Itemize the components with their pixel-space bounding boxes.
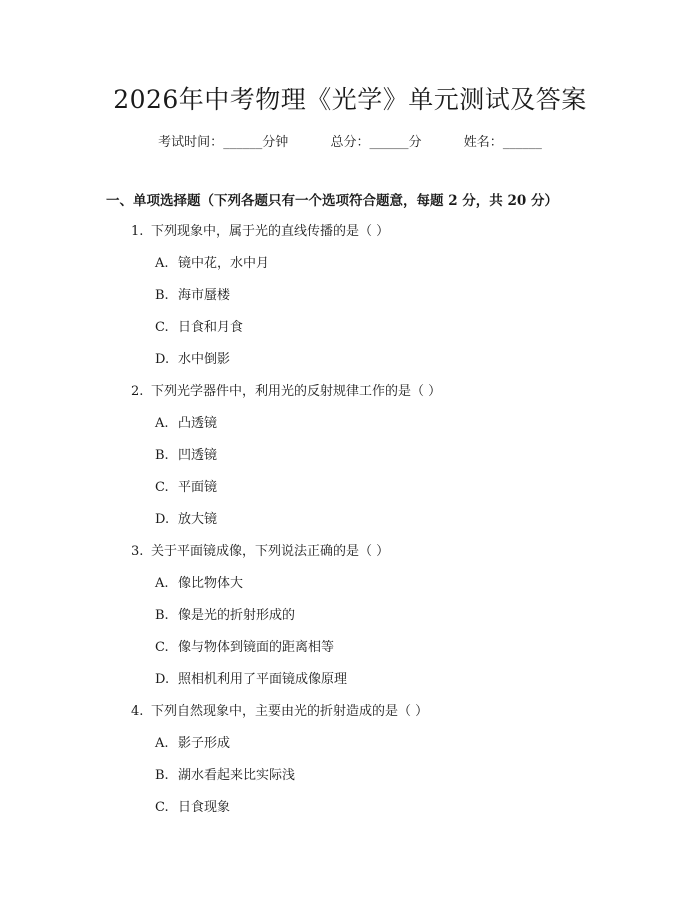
question-stem: [131, 381, 700, 413]
option-text: 影子形成: [178, 736, 231, 751]
exam-time-label: 考试时间：: [158, 135, 224, 150]
page-title: 2026年中考物理《光学》单元测试及答案: [113, 85, 587, 114]
option-item: [155, 669, 700, 701]
option-item: [155, 285, 700, 317]
option-letter: A.: [155, 416, 169, 431]
question-text: 关于平面镜成像，下列说法正确的是（ ）: [151, 544, 390, 559]
option-item: [155, 477, 700, 509]
question-block: [0, 381, 700, 541]
option-text: 湖水看起来比实际浅: [178, 768, 296, 783]
option-text: 凹透镜: [178, 448, 218, 463]
option-text: 像是光的折射形成的: [178, 608, 296, 623]
option-text: 凸透镜: [178, 416, 218, 431]
option-text: 像比物体大: [178, 576, 244, 591]
exam-info-line: [0, 131, 700, 150]
option-letter: C.: [155, 480, 169, 495]
student-name-label: 姓名：: [463, 135, 503, 150]
option-text: 日食现象: [178, 800, 231, 815]
option-letter: B.: [155, 608, 169, 623]
total-score-unit: 分: [408, 135, 422, 150]
student-name-blank: ______: [502, 135, 542, 150]
option-item: [155, 605, 700, 637]
option-item: [155, 637, 700, 669]
option-item: [155, 413, 700, 445]
option-letter: D.: [155, 512, 170, 527]
option-text: 海市蜃楼: [178, 288, 231, 303]
question-number: 4.: [131, 704, 144, 719]
option-letter: D.: [155, 672, 170, 687]
option-letter: A.: [155, 256, 169, 271]
option-letter: B.: [155, 288, 169, 303]
option-item: [155, 445, 700, 477]
option-item: [155, 509, 700, 541]
option-letter: B.: [155, 448, 169, 463]
option-letter: B.: [155, 768, 169, 783]
exam-time-blank: ______: [223, 135, 263, 150]
question-number: 1.: [131, 224, 144, 239]
question-block: [0, 221, 700, 381]
question-text: 下列光学器件中，利用光的反射规律工作的是（ ）: [151, 384, 442, 399]
option-text: 照相机利用了平面镜成像原理: [178, 672, 348, 687]
option-text: 日食和月食: [178, 320, 244, 335]
option-text: 放大镜: [178, 512, 218, 527]
option-text: 水中倒影: [178, 352, 231, 367]
question-text: 下列自然现象中，主要由光的折射造成的是（ ）: [151, 704, 429, 719]
question-block: [0, 701, 700, 829]
total-score-label: 总分：: [330, 135, 370, 150]
question-block: [0, 541, 700, 701]
section-heading: 一、单项选择题（下列各题只有一个选项符合题意，每题 2 分，共 20 分）: [106, 193, 558, 209]
option-text: 平面镜: [178, 480, 218, 495]
question-stem: [131, 221, 700, 253]
question-stem: [131, 701, 700, 733]
total-score-blank: ______: [369, 135, 409, 150]
option-item: [155, 349, 700, 381]
option-item: [155, 573, 700, 605]
option-item: [155, 765, 700, 797]
exam-time-unit: 分钟: [262, 135, 289, 150]
option-letter: D.: [155, 352, 170, 367]
question-list: [0, 221, 700, 829]
question-stem: [131, 541, 700, 573]
option-item: [155, 797, 700, 829]
option-text: 镜中花，水中月: [178, 256, 270, 271]
option-item: [155, 317, 700, 349]
option-item: [155, 733, 700, 765]
question-text: 下列现象中，属于光的直线传播的是（ ）: [151, 224, 390, 239]
option-letter: C.: [155, 640, 169, 655]
option-letter: A.: [155, 736, 169, 751]
option-letter: A.: [155, 576, 169, 591]
option-text: 像与物体到镜面的距离相等: [178, 640, 335, 655]
option-item: [155, 253, 700, 285]
option-letter: C.: [155, 800, 169, 815]
option-letter: C.: [155, 320, 169, 335]
question-number: 2.: [131, 384, 144, 399]
question-number: 3.: [131, 544, 144, 559]
